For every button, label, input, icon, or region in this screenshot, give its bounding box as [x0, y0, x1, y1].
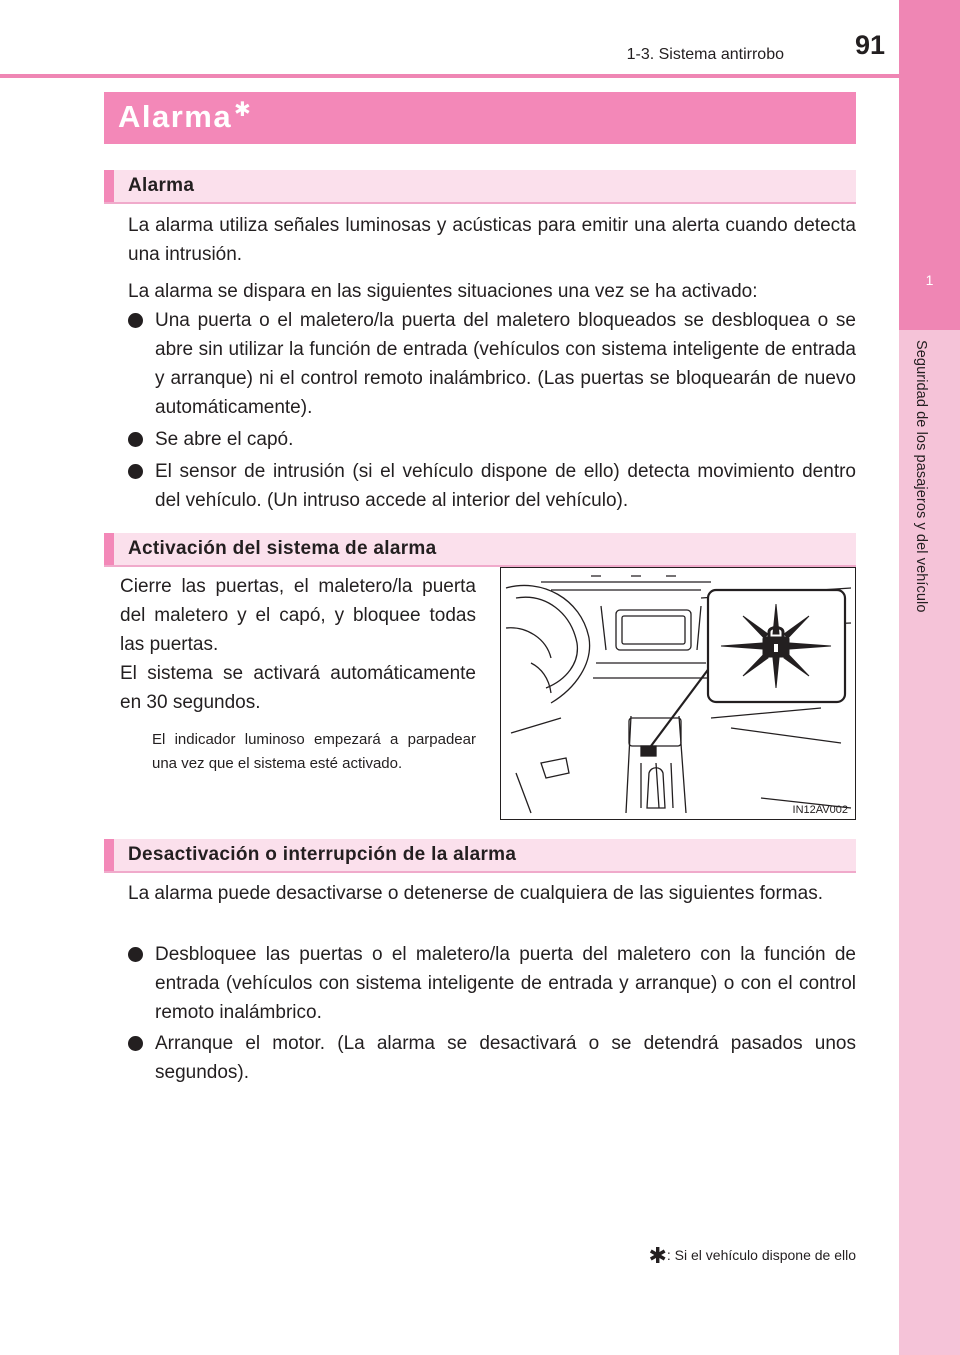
heading-accent-bar	[104, 839, 114, 871]
figure-label: IN12AV002	[792, 804, 848, 816]
paragraph: El sistema se activará automáticamente en 30 segundos.	[120, 663, 476, 713]
paragraph: Cierre las puertas, el maletero/la puerta del maletero y el capó, y bloquee todas las puertas.	[120, 576, 476, 655]
chapter-number: 1	[925, 272, 934, 288]
section-heading-text: Alarma	[128, 175, 195, 196]
section-heading-activacion	[104, 533, 856, 567]
section-heading-desactivacion	[104, 839, 856, 873]
list-item	[128, 1029, 856, 1087]
bullet-icon	[128, 313, 143, 328]
list-item	[128, 457, 856, 515]
bullet-icon	[128, 464, 143, 479]
dashboard-drawing	[501, 568, 854, 818]
asterisk-icon: ✱	[648, 1243, 667, 1268]
heading-accent-bar	[104, 170, 114, 202]
list-item-text: Desbloquee las puertas o el maletero/la puerta del maletero con la función de entrada (vehículos con sistema inteligente de entrada y arranque) o con el control remoto inalámbrico.	[155, 944, 856, 1023]
page-number: 91	[854, 30, 885, 60]
title-banner	[104, 92, 856, 144]
list-item	[128, 425, 856, 454]
asterisk-icon: ✱	[234, 99, 251, 121]
list-item-text: Una puerta o el maletero/la puerta del maletero bloqueados se desbloquea o se abre sin utilizar la función de entrada (vehículos con sistema inteligente de entrada y arranque) ni el control remoto inalámbrico. (Las puertas se bloquearán de nuevo automáticamente).	[155, 310, 856, 418]
section-heading-text: Activación del sistema de alarma	[128, 538, 437, 559]
footnote-text: : Si el vehículo dispone de ello	[666, 1247, 856, 1263]
list-item	[128, 306, 856, 422]
section-heading-text: Desactivación o interrupción de la alarma	[128, 844, 517, 865]
section-heading-alarma	[104, 170, 856, 204]
paragraph: La alarma utiliza señales luminosas y acústicas para emitir una alerta cuando detecta una intrusión.	[128, 215, 856, 265]
bullet-icon	[128, 432, 143, 447]
footnote	[648, 1243, 856, 1269]
bullet-icon	[128, 947, 143, 962]
list-item	[128, 940, 856, 1027]
chapter-label: Seguridad de los pasajeros y del vehículo	[913, 340, 929, 613]
list-item-text: Arranque el motor. (La alarma se desactivará o se detendrá pasados unos segundos).	[155, 1033, 856, 1083]
header-rule	[0, 74, 899, 78]
paragraph: La alarma puede desactivarse o detenerse de cualquiera de las siguientes formas.	[128, 883, 823, 904]
list-item-text: El sensor de intrusión (si el vehículo dispone de ello) detecta movimiento dentro del vehículo. (Un intruso accede al interior del vehículo).	[155, 461, 856, 511]
page-header	[0, 0, 899, 76]
paragraph: La alarma se dispara en las siguientes situaciones una vez se ha activado:	[128, 281, 758, 302]
heading-accent-bar	[104, 533, 114, 565]
dashboard-illustration	[500, 567, 856, 820]
page-title: Alarma	[118, 99, 233, 134]
bullet-icon	[128, 1036, 143, 1051]
note-text: El indicador luminoso empezará a parpadear una vez que el sistema esté activado.	[152, 731, 476, 772]
list-item-text: Se abre el capó.	[155, 429, 294, 450]
running-head: 1-3. Sistema antirrobo	[626, 46, 784, 63]
